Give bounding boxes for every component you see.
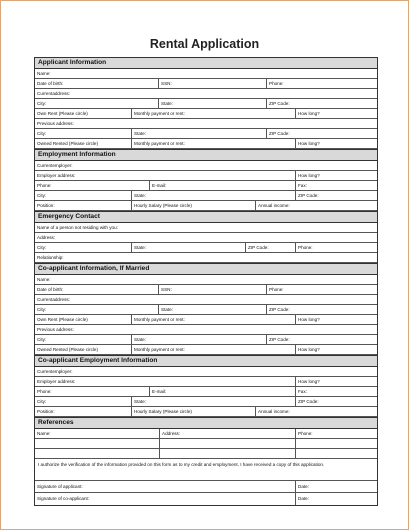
reference-address-blank[interactable]	[159, 439, 295, 448]
signature-coapplicant-row	[35, 493, 377, 505]
employer-city-field[interactable]: City:	[37, 193, 47, 198]
section-coapplicant-employment: Co-applicant Employment Information	[35, 355, 377, 367]
applicant-current-address-field[interactable]: Currentaddress:	[37, 91, 70, 96]
emergency-address-row	[35, 233, 377, 243]
rental-application-form	[34, 57, 378, 506]
coapplicant-dob-row	[35, 285, 377, 295]
section-employment-information: Employment Information	[35, 149, 377, 161]
co-employer-address-row	[35, 377, 377, 387]
coapplicant-monthly-field[interactable]: Monthly payment or rent:	[131, 315, 295, 324]
coapplicant-name-row	[35, 275, 377, 285]
coapplicant-own-rent-field[interactable]: Own Rent (Please circle)	[37, 317, 88, 322]
applicant-state-field[interactable]: State:	[158, 99, 266, 108]
section-references: References	[35, 417, 377, 429]
coapplicant-phone-field[interactable]: Phone:	[266, 285, 379, 294]
coapplicant-previous-address-row	[35, 325, 377, 335]
section-coapplicant-information: Co-applicant Information, If Married	[35, 263, 377, 275]
co-current-employer-field[interactable]: Currentemployer:	[37, 369, 73, 374]
reference-name-field[interactable]: Name:	[37, 431, 51, 436]
applicant-own-rent-field[interactable]: Own Rent (Please circle)	[37, 111, 88, 116]
coapplicant-zip-field[interactable]: ZIP Code:	[266, 305, 379, 314]
emergency-relationship-field[interactable]: Relationship:	[37, 255, 64, 260]
applicant-zip-field[interactable]: ZIP Code:	[266, 99, 379, 108]
emergency-city-field[interactable]: City:	[37, 245, 47, 250]
co-employer-address-field[interactable]: Employer address:	[37, 379, 76, 384]
co-employer-phone-row	[35, 387, 377, 397]
applicant-dob-field[interactable]: Date of birth:	[37, 81, 64, 86]
employer-address-row	[35, 171, 377, 181]
reference-row	[35, 439, 377, 449]
reference-address-field[interactable]: Address:	[159, 429, 295, 438]
applicant-city-row	[35, 99, 377, 109]
applicant-name-field[interactable]: Name:	[37, 71, 51, 76]
applicant-prev-monthly-field[interactable]: Monthly payment or rent:	[131, 139, 295, 148]
emergency-address-field[interactable]: Address:	[37, 235, 56, 240]
signature-applicant-row	[35, 481, 377, 493]
signature-coapplicant-date-field[interactable]: Date:	[295, 493, 379, 505]
co-employer-fax-field[interactable]: Fax:	[295, 387, 379, 396]
reference-phone-blank[interactable]	[295, 449, 379, 458]
coapplicant-previous-address-field[interactable]: Previous address:	[37, 327, 74, 332]
co-employer-email-field[interactable]: E-mail:	[149, 387, 295, 396]
coapplicant-ssn-field[interactable]: SSN:	[158, 285, 266, 294]
co-employer-state-field[interactable]: State:	[131, 397, 295, 406]
emergency-phone-field[interactable]: Phone:	[295, 243, 379, 252]
emergency-name-row	[35, 223, 377, 233]
employer-email-field[interactable]: E-mail:	[149, 181, 295, 190]
employer-position-row	[35, 201, 377, 211]
coapplicant-prev-state-field[interactable]: State:	[131, 335, 266, 344]
reference-phone-blank[interactable]	[295, 439, 379, 448]
current-employer-field[interactable]: Currentemployer:	[37, 163, 73, 168]
authorization-statement: I authorize the verification of the information provided on this form as to my credit and employment. I have received a copy of this application.	[35, 459, 377, 481]
applicant-owned-rented-field[interactable]: Owned Rented (Please circle)	[37, 141, 99, 146]
signature-applicant-field[interactable]: Signature of applicant:	[37, 484, 83, 489]
co-employer-phone-field[interactable]: Phone:	[37, 389, 52, 394]
applicant-current-address-row	[35, 89, 377, 99]
employer-position-field[interactable]: Position:	[37, 203, 55, 208]
employer-city-row	[35, 191, 377, 201]
applicant-prev-how-long-field[interactable]: How long?	[295, 139, 379, 148]
applicant-previous-address-field[interactable]: Previous address:	[37, 121, 74, 126]
applicant-prev-city-field[interactable]: City:	[37, 131, 47, 136]
applicant-prev-zip-field[interactable]: ZIP Code:	[266, 129, 379, 138]
applicant-previous-address-row	[35, 119, 377, 129]
employer-row	[35, 161, 377, 171]
coapplicant-owned-rented-row	[35, 345, 377, 355]
coapplicant-city-field[interactable]: City:	[37, 307, 47, 312]
coapplicant-current-address-field[interactable]: Currentaddress:	[37, 297, 70, 302]
applicant-prev-state-field[interactable]: State:	[131, 129, 266, 138]
emergency-relationship-row	[35, 253, 377, 263]
reference-address-blank[interactable]	[159, 449, 295, 458]
co-employer-position-field[interactable]: Position:	[37, 409, 55, 414]
coapplicant-prev-city-row	[35, 335, 377, 345]
applicant-how-long-field[interactable]: How long?	[295, 109, 379, 118]
coapplicant-prev-zip-field[interactable]: ZIP Code:	[266, 335, 379, 344]
coapplicant-own-rent-row	[35, 315, 377, 325]
coapplicant-prev-how-long-field[interactable]: How long?	[295, 345, 379, 354]
reference-phone-field[interactable]: Phone:	[295, 429, 379, 438]
coapplicant-current-address-row	[35, 295, 377, 305]
employer-fax-field[interactable]: Fax:	[295, 181, 379, 190]
co-employer-city-row	[35, 397, 377, 407]
applicant-dob-row	[35, 79, 377, 89]
applicant-monthly-payment-field[interactable]: Monthly payment or rent:	[131, 109, 295, 118]
employer-annual-income-field[interactable]: Annual income:	[255, 201, 379, 210]
coapplicant-city-row	[35, 305, 377, 315]
employer-address-field[interactable]: Employer address:	[37, 173, 76, 178]
co-employer-position-row	[35, 407, 377, 417]
co-employer-annual-income-field[interactable]: Annual income:	[255, 407, 379, 416]
applicant-phone-field[interactable]: Phone:	[266, 79, 379, 88]
emergency-city-row	[35, 243, 377, 253]
applicant-ssn-field[interactable]: SSN:	[158, 79, 266, 88]
reference-row	[35, 429, 377, 439]
section-emergency-contact: Emergency Contact	[35, 211, 377, 223]
signature-coapplicant-field[interactable]: Signature of co-applicant:	[37, 496, 90, 501]
coapplicant-state-field[interactable]: State:	[158, 305, 266, 314]
coapplicant-how-long-field[interactable]: How long?	[295, 315, 379, 324]
employer-state-field[interactable]: State:	[131, 191, 295, 200]
applicant-own-rent-row	[35, 109, 377, 119]
co-employer-hourly-salary-field[interactable]: Hourly Salary (Please circle)	[131, 407, 255, 416]
co-employer-zip-field[interactable]: ZIP Code:	[295, 397, 379, 406]
coapplicant-dob-field[interactable]: Date of birth:	[37, 287, 64, 292]
co-employer-row	[35, 367, 377, 377]
applicant-city-field[interactable]: City:	[37, 101, 47, 106]
co-employer-how-long-field[interactable]: How long?	[295, 377, 379, 386]
reference-name-blank[interactable]	[35, 449, 159, 458]
employer-zip-field[interactable]: ZIP Code:	[295, 191, 379, 200]
applicant-prev-city-row	[35, 129, 377, 139]
coapplicant-prev-monthly-field[interactable]: Monthly payment or rent:	[131, 345, 295, 354]
reference-row	[35, 449, 377, 459]
emergency-zip-field[interactable]: ZIP Code:	[245, 243, 295, 252]
employer-how-long-field[interactable]: How long?	[295, 171, 379, 180]
coapplicant-prev-city-field[interactable]: City:	[37, 337, 47, 342]
emergency-state-field[interactable]: State:	[131, 243, 245, 252]
employer-phone-row	[35, 181, 377, 191]
reference-name-blank[interactable]	[35, 439, 159, 448]
applicant-name-row	[35, 69, 377, 79]
section-applicant-information: Applicant Information	[35, 58, 377, 69]
coapplicant-owned-rented-field[interactable]: Owned Rented (Please circle)	[37, 347, 99, 352]
employer-phone-field[interactable]: Phone:	[37, 183, 52, 188]
signature-applicant-date-field[interactable]: Date:	[295, 481, 379, 492]
emergency-name-field[interactable]: Name of a person not residing with you:	[37, 225, 118, 230]
applicant-owned-rented-row	[35, 139, 377, 149]
employer-hourly-salary-field[interactable]: Hourly Salary (Please circle)	[131, 201, 255, 210]
co-employer-city-field[interactable]: City:	[37, 399, 47, 404]
page-title: Rental Application	[149, 37, 260, 51]
coapplicant-name-field[interactable]: Name:	[37, 277, 51, 282]
